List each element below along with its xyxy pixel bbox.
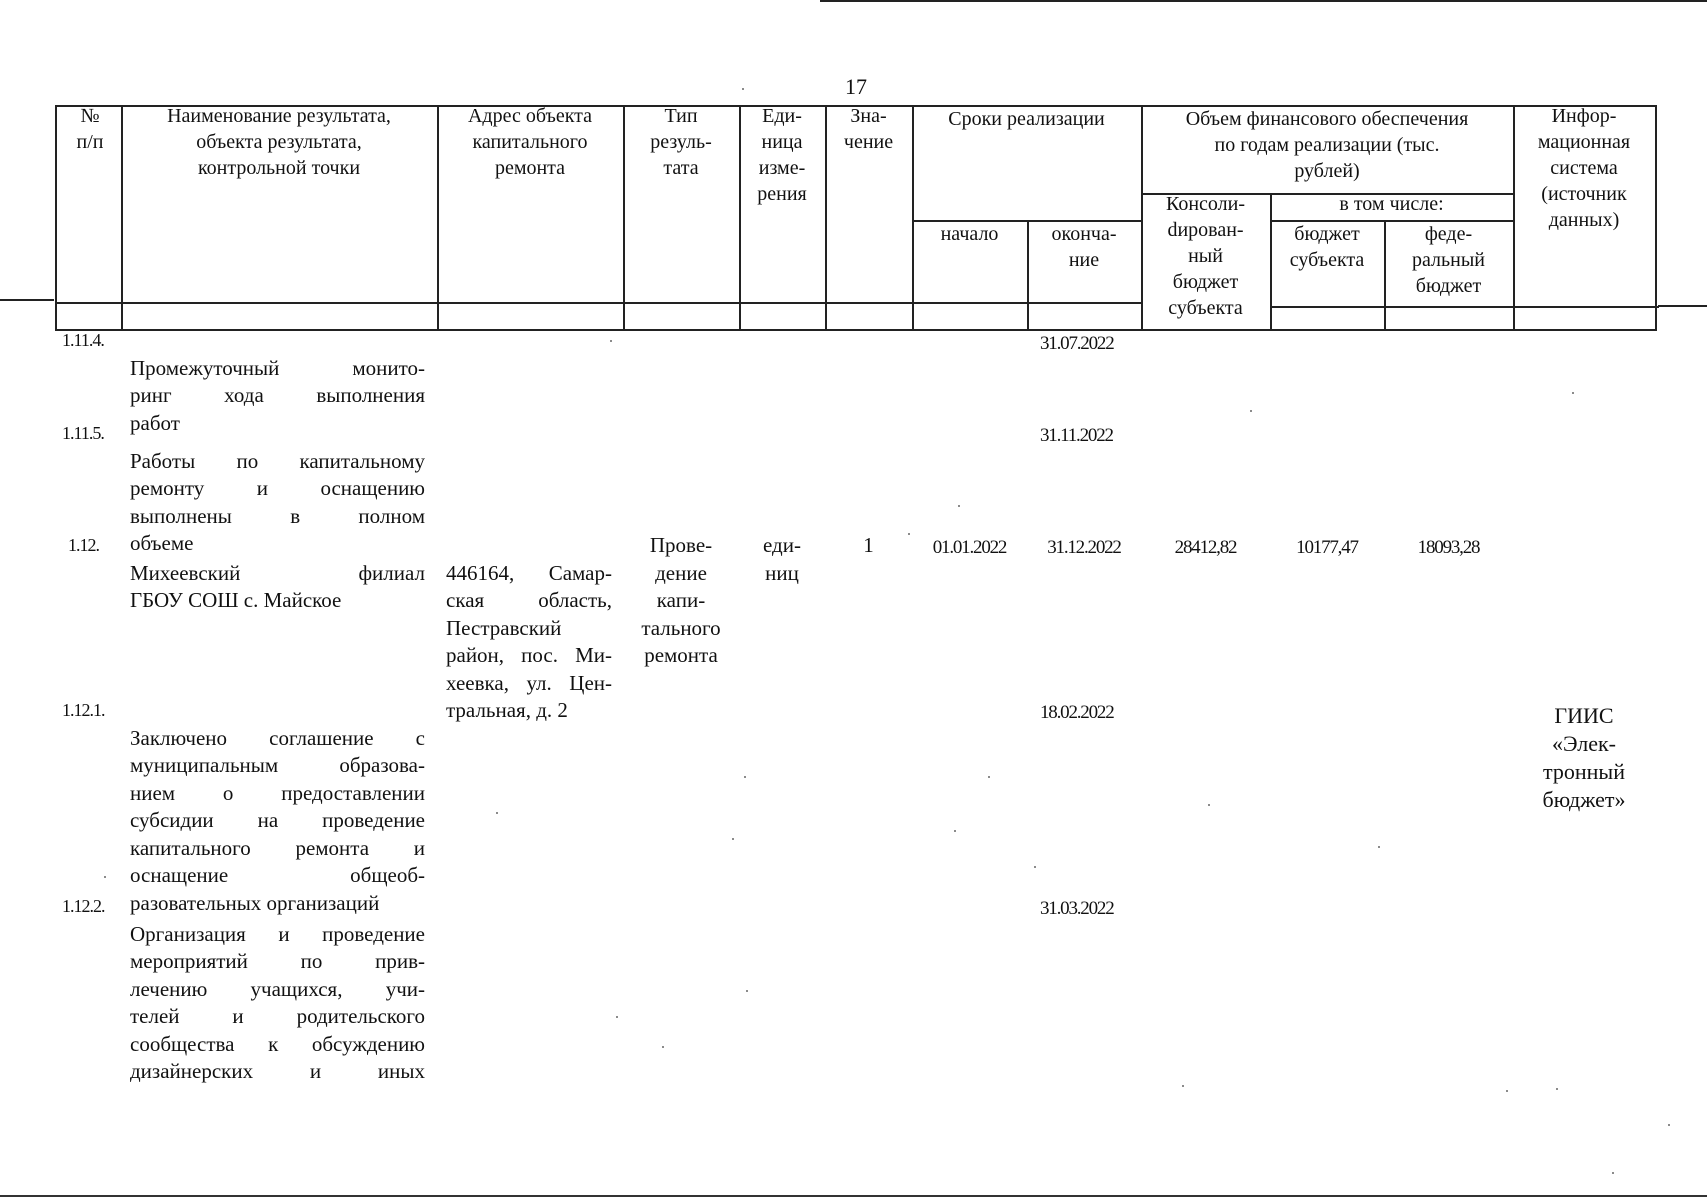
scan-speck xyxy=(1378,846,1380,848)
row-end-date: 31.07.2022 xyxy=(1040,333,1114,354)
scan-line-left xyxy=(0,299,54,301)
header-info-system: Инфор- мационная система (источник данных) xyxy=(1537,105,1631,231)
scan-speck xyxy=(1556,1088,1558,1090)
scan-speck xyxy=(616,1016,618,1018)
scan-speck xyxy=(988,776,990,778)
page-edge-bottom xyxy=(0,1195,1707,1197)
row-end-date: 31.03.2022 xyxy=(1040,898,1114,919)
scan-speck xyxy=(958,505,960,507)
scan-speck xyxy=(104,876,106,878)
row-start-date: 01.01.2022 xyxy=(932,537,1007,558)
row-name: Промежуточный монито- ринг хода выполнения работ xyxy=(130,355,425,435)
scan-speck xyxy=(908,533,910,535)
scan-speck xyxy=(1506,1090,1508,1092)
row-subject-budget: 10177,47 xyxy=(1296,537,1358,558)
page-edge-top xyxy=(820,0,1707,2)
header-address: Адрес объекта капитального ремонта xyxy=(467,105,593,179)
header-unit: Еди- ница изме- рения xyxy=(757,105,807,205)
header-including: в том числе: xyxy=(1339,193,1444,215)
row-num: 1.11.4. xyxy=(62,330,104,350)
row-num: 1.12. xyxy=(68,535,99,555)
scan-speck xyxy=(746,990,748,992)
row-unit: еди- ниц xyxy=(763,533,801,585)
row-federal-budget: 18093,28 xyxy=(1417,537,1480,558)
row-end-date: 31.11.2022 xyxy=(1040,425,1113,446)
scan-speck xyxy=(496,812,498,814)
scan-speck xyxy=(1034,866,1036,868)
row-num: 1.12.1. xyxy=(62,700,105,720)
header-name: Наименование результата, объекта результата, контрольной точки xyxy=(167,105,391,179)
row-num: 1.11.5. xyxy=(62,423,104,443)
row-end-date: 18.02.2022 xyxy=(1040,702,1114,723)
header-type: Тип резуль- тата xyxy=(650,105,712,179)
header-start: начало xyxy=(940,223,999,245)
row-type: Прове- дение капи- тального ремонта xyxy=(641,533,721,667)
header-federal-budget: феде- ральный бюджет xyxy=(1412,223,1485,297)
scan-speck xyxy=(1182,1085,1184,1087)
header-num: № п/п xyxy=(76,105,104,153)
scan-speck xyxy=(610,340,612,342)
scan-speck xyxy=(954,830,956,832)
scan-speck xyxy=(732,838,734,840)
row-consolidated: 28412,82 xyxy=(1174,537,1237,558)
row-address: 446164, Самар- ская область, Пестравский район, пос. Ми- хеевка, ул. Цен- тральная, д. 2 xyxy=(446,560,612,722)
scan-speck xyxy=(1612,1172,1614,1174)
scan-speck xyxy=(1668,1124,1670,1126)
header-value: Зна- чение xyxy=(843,105,894,153)
row-name: Работы по капитальному ремонту и оснащению выполнены в полном объеме xyxy=(130,448,425,555)
page-number: 17 xyxy=(845,74,867,99)
row-info-system: ГИИС «Элек- тронный бюджет» xyxy=(1542,703,1626,812)
header-terms: Сроки реализации xyxy=(948,108,1105,130)
scan-speck xyxy=(662,1046,664,1048)
scan-speck xyxy=(1208,804,1210,806)
row-name: Заключено соглашение с муниципальным образова- нием о предоставлении субсидии на проведение капитального ремонта и оснащение общеоб- разовательных организаций xyxy=(130,725,425,915)
row-value: 1 xyxy=(863,533,874,557)
row-end-date: 31.12.2022 xyxy=(1047,537,1121,558)
row-name: Организация и проведение мероприятий по прив- лечению учащихся, учи- телей и родительского сообщества к обсуждению дизайнерских и иных xyxy=(130,921,425,1083)
row-name: Михеевский филиал ГБОУ СОШ с. Майское xyxy=(130,560,425,612)
scan-speck xyxy=(744,776,746,778)
row-num: 1.12.2. xyxy=(62,896,105,916)
header-finance: Объем финансового обеспечения по годам реализации (тыс. рублей) xyxy=(1185,108,1469,182)
scan-speck xyxy=(742,88,744,90)
header-subject-budget: бюджет субъекта xyxy=(1289,223,1365,271)
scan-speck xyxy=(1572,392,1574,394)
header-consolidated: Консоли- dирован- ный бюджет субъекта xyxy=(1165,193,1245,319)
scan-line-right xyxy=(1658,305,1707,307)
header-end: оконча- ние xyxy=(1051,223,1117,271)
scan-speck xyxy=(1250,410,1252,412)
